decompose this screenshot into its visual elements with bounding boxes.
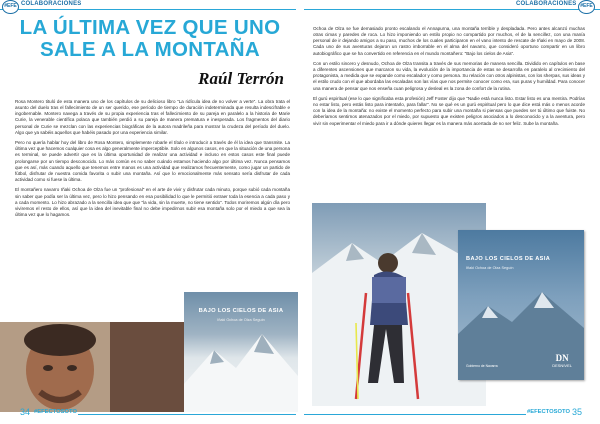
left-text-column bbox=[15, 99, 290, 222]
article-author: Raúl Terrón bbox=[198, 69, 284, 88]
article-title-line-1: LA ÚLTIMA VEZ QUE UNO bbox=[19, 16, 281, 39]
right-paragraph-1: Ochoa de Olza se fue demasiado pronto escalando el Annapurna, una montaña terrible y despladada. Pero antes alcanzó muchas otras cimas y paredes de roca. Lo hizo imponiendo un estilo propio no compartido por muchos, el de la sencillez, con una manía personal de ir dejando amigos a su paso, muchos de los cuales participaron en el vano intento de rescate de Iñaki en mayo de 2008. Cada uno de sus aventuras dejaron un rastro imborrable en el alma del navarro, que consideró oportuno compartir en un libro autobiográfico que se ha convertido en referencia en el mundo montañero: "Bajo los cielos de Asia". bbox=[313, 26, 585, 56]
publisher-logo bbox=[552, 353, 572, 368]
right-paragraph-3: El gurú espiritual (ese lo que significaba esta profesión) Jeff Foster dijo que "Nadie está nunca listo. Estar listo es una mentira. Podrías no estar listo, pero estás listo para intentarlo, para fallar". No se qué es un gurú espiritual pero lo que dice está más o menos acorde con la idea de la montaña: no existe el momento perfecto para subir una montaña si piensas que puedes ser tú último que fuiste. No deberíamos sentirnos atenazados por el miedo, por supuesto que existen peligros asociados a lo desconocido y a la aventura, pero vivir sin experimentar el miedo para ir a dónde quieres llegar es la manera más acertada de no ser feliz. Sube la montaña. bbox=[313, 95, 585, 126]
right-paragraph-2: Con un estilo sincero y desnudo, Ochoa de Olza transita a través de sus memorias de manera sencilla. Dividido en capítulos en base a diferentes ascensiones que marcaron su vida, la evolución de la importancia de estas se desarrolla en paralelo al crecimiento del protagonista, a medida que se expande como escalador y como persona. Su relación con otros alpinistas, con los sherpas, sus ideas y el estilo crudo con el que abordaba las escaladas son las vías que nos permite conocer como era, sus puras y humildad. Para conocer una manera de pensar que nos enseña cuan peligrosa y desleal es la zona de confort de la rutina. bbox=[313, 60, 585, 91]
cover-left-title: BAJO LOS CIELOS DE ASIA bbox=[198, 308, 284, 314]
magazine-logo-left: #EFE bbox=[2, 0, 19, 14]
cover-left-subtitle: Iñaki Ochoa de Olza Seguín bbox=[217, 318, 265, 322]
page-number-left: 34 bbox=[20, 407, 31, 417]
footer-rule-left bbox=[78, 414, 296, 415]
header-label-left: COLABORACIONES bbox=[21, 1, 82, 7]
magazine-logo-right: #EFE bbox=[578, 0, 595, 14]
cover-right-subtitle: Iñaki Ochoa de Olza Seguín bbox=[466, 266, 514, 270]
book-cover-right bbox=[458, 230, 584, 380]
header-rule-right bbox=[304, 9, 600, 10]
footer-tag-right: #EFECTOSOTO bbox=[527, 409, 570, 415]
header-label-right: COLABORACIONES bbox=[516, 1, 577, 7]
article-title bbox=[14, 17, 286, 61]
article-title-line-2: SALE A LA MONTAÑA bbox=[40, 38, 260, 61]
book-cover-left bbox=[184, 292, 298, 412]
left-paragraph-1: Rosa Montero tituló de esta manera uno de los capítulos de su delicioso libro "La ridícula idea de no volver a verte". La obra trata el asunto del duelo tras el fallecimiento de un ser querido, ese período de tiempo de duración indeterminada que resulta indescifrable e ingobernable. Montero navega a través de su propia experiencia tras el fallecimiento de su pareja en paralelo a la historia de Marie Curie, la venerable científica polaca que también perdió a su pareja de manera prematura e inesperada. Los fragmentos del diario personal de Curie se mezclan con las experiencias biográficas de la autora madrileña para mostrar la crudeza del período del duelo. Algo que ya sabéis aquellos que habéis pasado por una experiencia similar. bbox=[15, 99, 290, 135]
left-paragraph-2: Pero no quería hablar hoy del libro de Rosa Montero, simplemente robarle el título e introducir a través de él la idea que transmite. La última vez que hacemos cualquier cosa es algo generalmente imperceptible. Solo en algunos casos, en que la situación de una persona es terminal, se puede advertir que es la última oportunidad de realizar una actividad e incluso en estos casos este final puede prolongarse por un tiempo desconocido. Lo más común es no saber cuándo estamos haciendo algo por última vez. Nunca pensamos que es así, más cuando aquello que tenemos entre manos es una actividad que realizamos frecuentemente, como jugar un partido de fútbol, disfrutar de nuestra comida favorita o subir una montaña. Así que lo emocionalmente más sensato sería disfrutar de cada actividad como si fuese la última. bbox=[15, 140, 290, 183]
footer-rule-right bbox=[304, 414, 526, 415]
header-rule-left bbox=[0, 9, 296, 10]
climber-portrait-photo bbox=[0, 322, 184, 412]
cover-right-title: BAJO LOS CIELOS DE ASIA bbox=[466, 256, 551, 262]
publisher-logo-letters: DN bbox=[555, 353, 569, 363]
cover-right-publisher: Gobierno de Navarra bbox=[466, 363, 498, 368]
climber-portrait-illustration bbox=[0, 322, 184, 412]
right-text-column bbox=[313, 26, 585, 131]
page-number-right: 35 bbox=[572, 407, 583, 417]
left-paragraph-3: El montañero navarro Iñaki Ochoa de Olza fue un "profesional" en el arte de vivir y disfrutar cada minuto, porque subió cada montaña sin saber que podía ser la última vez, pero lo hizo pensando en esa posibilidad lo que le permitió extraer toda la esencia a cada paso y a cada momento. Lo hizo abrazado a la sencilla idea que que "la vida, sin la muerte, no tiene sentido". Todos moriremos algún día pero viviremos el resto de ellos, así que la idea del inevitable final no debe impedirnos subir esa montaña solo por el miedo a que sea la última vez que lo hagamos. bbox=[15, 187, 290, 218]
footer-tag-left: #EFECTOSOTO bbox=[34, 409, 77, 415]
publisher-logo-text: DESNIVEL bbox=[552, 363, 572, 368]
